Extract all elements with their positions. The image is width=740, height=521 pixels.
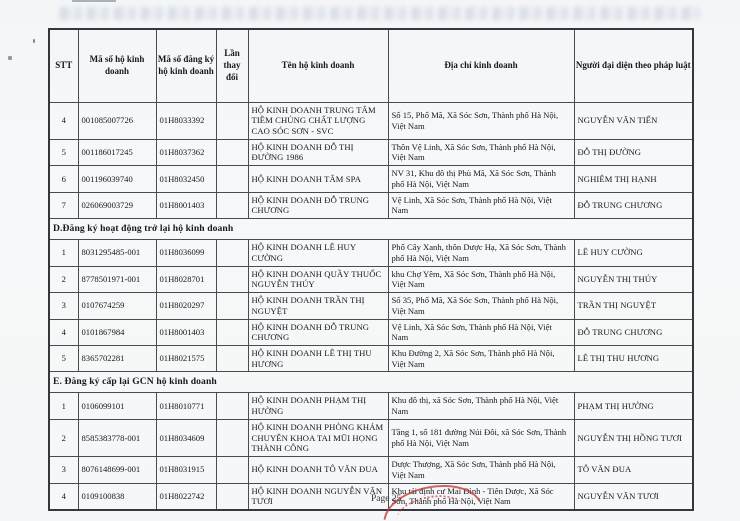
cell-stt: 3 [49, 293, 78, 319]
cell-ma-so-dang-ky-ho-kinh-doanh: 01H8010771 [156, 393, 216, 419]
column-header-dia-chi-kinh-doanh: Địa chỉ kinh doanh [388, 29, 574, 102]
cell-ma-so-dang-ky-ho-kinh-doanh: 01H8020297 [156, 293, 216, 319]
cell-stt: 3 [49, 457, 78, 483]
cell-nguoi-dai-dien-theo-phap-luat: NGHIÊM THỊ HẠNH [574, 166, 693, 192]
cell-ma-so-dang-ky-ho-kinh-doanh: 01H8028701 [156, 266, 216, 292]
table-row [49, 240, 693, 266]
cell-nguoi-dai-dien-theo-phap-luat: NGUYỄN THỊ THÚY [574, 266, 693, 292]
cell-ma-so-ho-kinh-doanh: 001196039740 [78, 166, 156, 192]
cell-dia-chi-kinh-doanh: Dược Thượng, Xã Sóc Sơn, Thành phố Hà Nội, Việt Nam [388, 457, 574, 483]
cell-dia-chi-kinh-doanh: Vệ Linh, Xã Sóc Sơn, Thành phố Hà Nội, Việt Nam [388, 192, 574, 218]
column-header-ma-so-ho-kinh-doanh: Mã số hộ kinh doanh [78, 29, 156, 102]
cell-ten-ho-kinh-doanh: HỘ KINH DOANH PHẠM THỊ HƯỜNG [248, 393, 388, 419]
cell-nguoi-dai-dien-theo-phap-luat: TRẦN THỊ NGUYỆT [574, 293, 693, 319]
cell-dia-chi-kinh-doanh: Phố Cây Xanh, thôn Dược Hạ, Xã Sóc Sơn, Thành phố Hà Nội, Việt Nam [388, 240, 574, 266]
cell-ten-ho-kinh-doanh: HỘ KINH DOANH LÊ HUY CƯỜNG [248, 240, 388, 266]
cell-lan-thay-doi [216, 393, 248, 419]
cell-dia-chi-kinh-doanh: Số 35, Phố Mã, Xã Sóc Sơn, Thành phố Hà Nội, Việt Nam [388, 293, 574, 319]
table-row [49, 319, 693, 345]
cell-stt: 5 [49, 139, 78, 165]
cell-ten-ho-kinh-doanh: HỘ KINH DOANH TRUNG TÂM TIÊM CHỦNG CHẤT LƯỢNG CAO SÓC SƠN - SVC [248, 102, 388, 139]
cell-stt: 4 [49, 483, 78, 510]
table-row [49, 102, 693, 139]
cell-nguoi-dai-dien-theo-phap-luat: NGUYỄN VĂN TIẾN [574, 102, 693, 139]
cell-ma-so-dang-ky-ho-kinh-doanh: 01H8031915 [156, 457, 216, 483]
cell-dia-chi-kinh-doanh: NV 31, Khu đô thị Phù Mã, Xã Sóc Sơn, Thành phố Hà Nội, Việt Nam [388, 166, 574, 192]
cell-nguoi-dai-dien-theo-phap-luat: TÔ VĂN ĐUA [574, 457, 693, 483]
cell-nguoi-dai-dien-theo-phap-luat: LÊ HUY CƯỜNG [574, 240, 693, 266]
cell-ten-ho-kinh-doanh: HỘ KINH DOANH ĐỖ TRUNG CHƯƠNG [248, 319, 388, 345]
cell-dia-chi-kinh-doanh: Số 15, Phố Mã, Xã Sóc Sơn, Thành phố Hà Nội, Việt Nam [388, 102, 574, 139]
cell-ma-so-dang-ky-ho-kinh-doanh: 01H8032450 [156, 166, 216, 192]
cell-lan-thay-doi [216, 457, 248, 483]
cell-lan-thay-doi [216, 240, 248, 266]
business-household-registration-table [48, 28, 694, 511]
table-body [49, 102, 693, 510]
cell-ma-so-ho-kinh-doanh: 0109100838 [78, 483, 156, 510]
cell-ma-so-ho-kinh-doanh: 001085007726 [78, 102, 156, 139]
table-header [49, 29, 693, 102]
cell-ma-so-ho-kinh-doanh: 8365702281 [78, 345, 156, 371]
header-row [49, 29, 693, 102]
cell-nguoi-dai-dien-theo-phap-luat: ĐỖ THỊ ĐƯỜNG [574, 139, 693, 165]
cell-stt: 1 [49, 240, 78, 266]
cell-lan-thay-doi [216, 419, 248, 456]
cell-lan-thay-doi [216, 319, 248, 345]
cell-nguoi-dai-dien-theo-phap-luat: PHẠM THỊ HƯỜNG [574, 393, 693, 419]
scan-speck [33, 39, 35, 43]
cell-ma-so-ho-kinh-doanh: 0101867984 [78, 319, 156, 345]
cell-ten-ho-kinh-doanh: HỘ KINH DOANH QUẦY THUỐC NGUYỄN THÚY [248, 266, 388, 292]
table-row [49, 393, 693, 419]
cell-ten-ho-kinh-doanh: HỘ KINH DOANH PHÒNG KHÁM CHUYÊN KHOA TAI MŨI HỌNG THÀNH CÔNG [248, 419, 388, 456]
cell-ma-so-dang-ky-ho-kinh-doanh: 01H8034609 [156, 419, 216, 456]
cell-nguoi-dai-dien-theo-phap-luat: NGUYỄN VĂN TƯƠI [574, 483, 693, 510]
cell-ma-so-ho-kinh-doanh: 8585383778-001 [78, 419, 156, 456]
cell-lan-thay-doi [216, 266, 248, 292]
cell-lan-thay-doi [216, 166, 248, 192]
page-bleed-artifact [55, 7, 700, 20]
cell-dia-chi-kinh-doanh: Vệ Linh, Xã Sóc Sơn, Thành phố Hà Nội, Việt Nam [388, 319, 574, 345]
column-header-ma-so-dang-ky-ho-kinh-doanh: Mã số đăng ký hộ kinh doanh [156, 29, 216, 102]
cell-dia-chi-kinh-doanh: Thôn Vệ Linh, Xã Sóc Sơn, Thành phố Hà Nội, Việt Nam [388, 139, 574, 165]
cell-lan-thay-doi [216, 293, 248, 319]
cell-stt: 2 [49, 266, 78, 292]
section-row [49, 372, 693, 393]
cell-ma-so-dang-ky-ho-kinh-doanh: 01H8036099 [156, 240, 216, 266]
cell-nguoi-dai-dien-theo-phap-luat: ĐỖ TRUNG CHƯƠNG [574, 319, 693, 345]
cell-ma-so-dang-ky-ho-kinh-doanh: 01H8001403 [156, 192, 216, 218]
cell-dia-chi-kinh-doanh: Tầng 1, số 181 đường Núi Đôi, xã Sóc Sơn, Thành phố Hà Nội, Việt Nam [388, 419, 574, 456]
cell-ma-so-ho-kinh-doanh: 026069003729 [78, 192, 156, 218]
section-heading: D.Đăng ký hoạt động trở lại hộ kinh doanh [49, 219, 693, 240]
cell-ma-so-dang-ky-ho-kinh-doanh: 01H8037362 [156, 139, 216, 165]
table-row [49, 266, 693, 292]
cell-lan-thay-doi [216, 102, 248, 139]
scan-edge-artifact [72, 0, 116, 2]
section-heading: E. Đăng ký cấp lại GCN hộ kinh doanh [49, 372, 693, 393]
column-header-lan-thay-doi: Lần thay đổi [216, 29, 248, 102]
cell-ma-so-dang-ky-ho-kinh-doanh: 01H8001403 [156, 319, 216, 345]
cell-stt: 6 [49, 166, 78, 192]
cell-ten-ho-kinh-doanh: HỘ KINH DOANH ĐỖ THỊ ĐƯỜNG 1986 [248, 139, 388, 165]
table-row [49, 419, 693, 456]
table-row [49, 457, 693, 483]
cell-nguoi-dai-dien-theo-phap-luat: NGUYỄN THỊ HỒNG TƯƠI [574, 419, 693, 456]
cell-ten-ho-kinh-doanh: HỘ KINH DOANH LÊ THỊ THU HƯƠNG [248, 345, 388, 371]
cell-lan-thay-doi [216, 345, 248, 371]
cell-ma-so-ho-kinh-doanh: 8076148699-001 [78, 457, 156, 483]
cell-dia-chi-kinh-doanh: Khu Đường 2, Xã Sóc Sơn, Thành phố Hà Nội, Việt Nam [388, 345, 574, 371]
page-number-label: Page 25 [371, 494, 402, 504]
cell-stt: 1 [49, 393, 78, 419]
table-row [49, 139, 693, 165]
cell-lan-thay-doi [216, 139, 248, 165]
column-header-nguoi-dai-dien-theo-phap-luat: Người đại diện theo pháp luật [574, 29, 693, 102]
cell-nguoi-dai-dien-theo-phap-luat: LÊ THỊ THU HƯƠNG [574, 345, 693, 371]
cell-ma-so-ho-kinh-doanh: 0106099101 [78, 393, 156, 419]
scan-speck [8, 56, 12, 60]
table-row [49, 166, 693, 192]
cell-ma-so-ho-kinh-doanh: 8778501971-001 [78, 266, 156, 292]
section-row [49, 219, 693, 240]
cell-ten-ho-kinh-doanh: HỘ KINH DOANH TÂM SPA [248, 166, 388, 192]
cell-ma-so-dang-ky-ho-kinh-doanh: 01H8022742 [156, 483, 216, 510]
cell-ten-ho-kinh-doanh: HỘ KINH DOANH NGUYỄN VĂN TƯƠI [248, 483, 388, 510]
cell-ten-ho-kinh-doanh: HỘ KINH DOANH ĐỖ TRUNG CHƯƠNG [248, 192, 388, 218]
cell-ma-so-ho-kinh-doanh: 001186017245 [78, 139, 156, 165]
cell-stt: 5 [49, 345, 78, 371]
cell-ma-so-dang-ky-ho-kinh-doanh: 01H8033392 [156, 102, 216, 139]
column-header-stt: STT [49, 29, 78, 102]
table-row [49, 192, 693, 218]
column-header-ten-ho-kinh-doanh: Tên hộ kinh doanh [248, 29, 388, 102]
cell-ma-so-ho-kinh-doanh: 8031295485-001 [78, 240, 156, 266]
cell-dia-chi-kinh-doanh: Khu đô thị, xã Sóc Sơn, Thành phố Hà Nội, Việt Nam [388, 393, 574, 419]
cell-lan-thay-doi [216, 192, 248, 218]
cell-dia-chi-kinh-doanh: khu Chợ Yêm, Xã Sóc Sơn, Thành phố Hà Nội, Việt Nam [388, 266, 574, 292]
cell-ma-so-ho-kinh-doanh: 0107674259 [78, 293, 156, 319]
cell-stt: 4 [49, 102, 78, 139]
cell-ten-ho-kinh-doanh: HỘ KINH DOANH TÔ VĂN ĐUA [248, 457, 388, 483]
cell-stt: 4 [49, 319, 78, 345]
cell-stt: 7 [49, 192, 78, 218]
cell-stt: 2 [49, 419, 78, 456]
cell-ma-so-dang-ky-ho-kinh-doanh: 01H8021575 [156, 345, 216, 371]
cell-dia-chi-kinh-doanh: Khu tái định cư Mai Đình - Tiên Dược, Xã Sóc Sơn, Thành phố Hà Nội, Việt Nam [388, 483, 574, 510]
cell-nguoi-dai-dien-theo-phap-luat: ĐỖ TRUNG CHƯƠNG [574, 192, 693, 218]
cell-ten-ho-kinh-doanh: HỘ KINH DOANH TRẦN THỊ NGUYỆT [248, 293, 388, 319]
cell-lan-thay-doi [216, 483, 248, 510]
table-row [49, 345, 693, 371]
table-row [49, 293, 693, 319]
